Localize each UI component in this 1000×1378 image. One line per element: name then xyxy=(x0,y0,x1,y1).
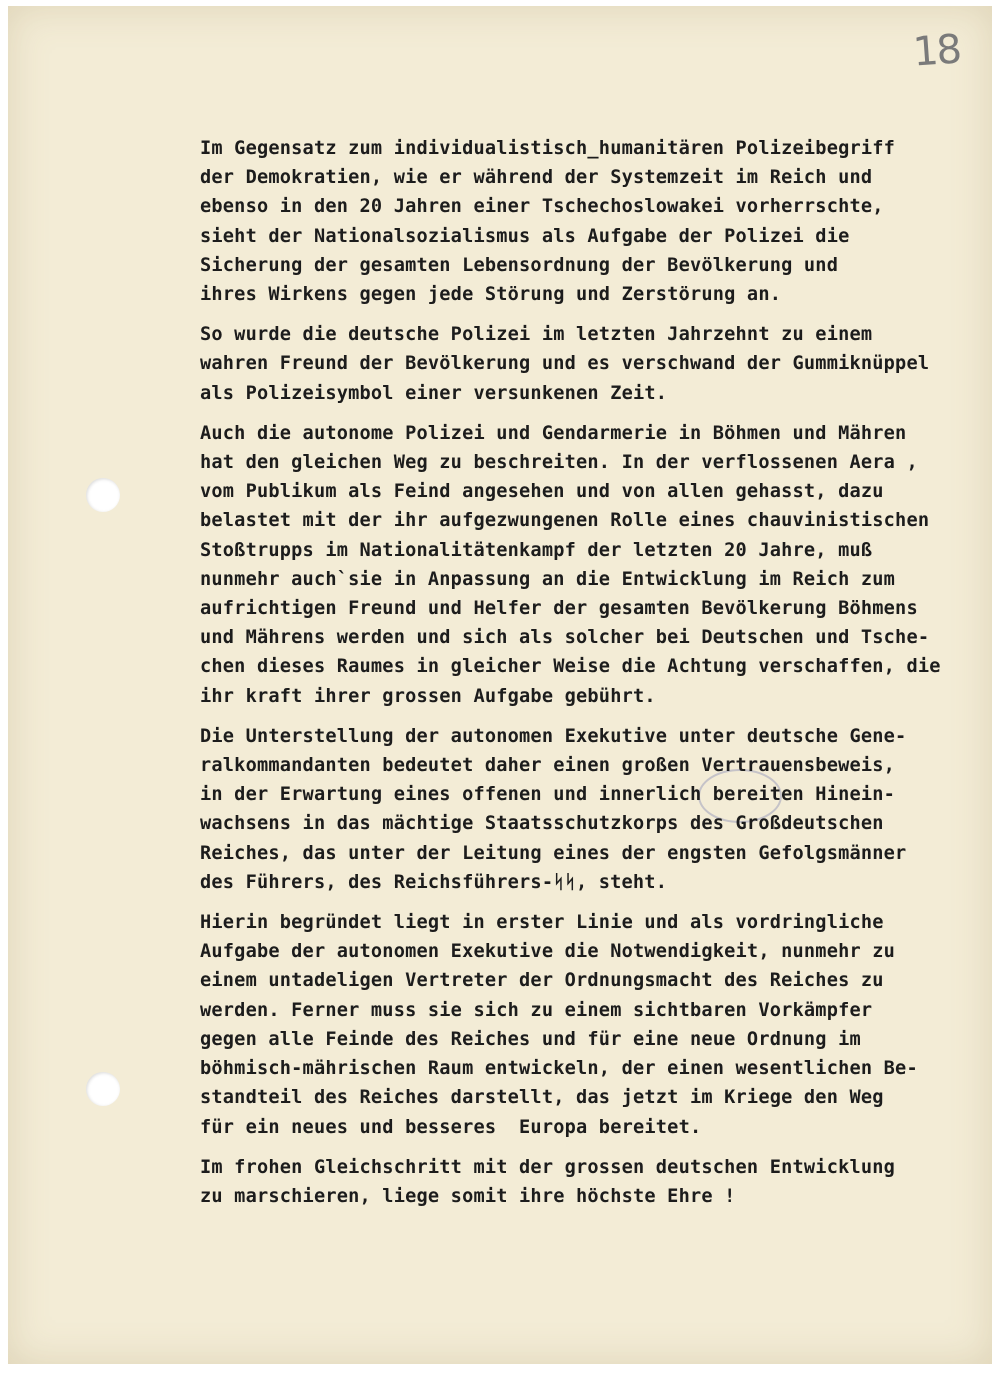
paragraph xyxy=(200,320,990,408)
text-line: Sicherung der gesamten Lebensordnung der Bevölkerung und xyxy=(200,254,839,276)
text-line: nunmehr auch`sie in Anpassung an die Entwicklung im Reich zum xyxy=(200,568,896,590)
paragraph xyxy=(200,134,990,309)
text-line: für ein neues und besseres Europa bereitet. xyxy=(200,1116,702,1138)
paragraph xyxy=(200,722,990,897)
typed-text-body xyxy=(200,134,990,1222)
text-line: der Demokratien, wie er während der Systemzeit im Reich und xyxy=(200,167,873,189)
text-line: wahren Freund der Bevölkerung und es verschwand der Gummiknüppel xyxy=(200,353,930,375)
paragraph xyxy=(200,908,990,1142)
text-line: des Führers, des Reichsführers-ᛋᛋ, steht. xyxy=(200,871,668,893)
text-line: in der Erwartung eines offenen und innerlich bereiten Hinein- xyxy=(200,784,896,806)
text-line: gegen alle Feinde des Reiches und für eine neue Ordnung im xyxy=(200,1028,861,1050)
text-line: und Mährens werden und sich als solcher bei Deutschen und Tsche- xyxy=(200,627,930,649)
punch-hole xyxy=(86,478,120,512)
text-line: ihres Wirkens gegen jede Störung und Zerstörung an. xyxy=(200,284,782,306)
text-line: ralkommandanten bedeutet daher einen großen Vertrauensbeweis, xyxy=(200,755,896,777)
paragraph xyxy=(200,1153,990,1211)
text-line: Aufgabe der autonomen Exekutive die Notwendigkeit, nunmehr zu xyxy=(200,941,896,963)
text-line: aufrichtigen Freund und Helfer der gesamten Bevölkerung Böhmens xyxy=(200,598,918,620)
text-line: werden. Ferner muss sie sich zu einem sichtbaren Vorkämpfer xyxy=(200,999,873,1021)
text-line: ebenso in den 20 Jahren einer Tschechoslowakei vorherrschte, xyxy=(200,196,884,218)
text-line: sieht der Nationalsozialismus als Aufgabe der Polizei die xyxy=(200,225,850,247)
text-line: Im Gegensatz zum individualistisch_humanitären Polizeibegriff xyxy=(200,138,896,159)
punch-hole xyxy=(86,1072,120,1106)
text-line: Hierin begründet liegt in erster Linie und als vordringliche xyxy=(200,912,884,934)
text-line: Stoßtrupps im Nationalitätenkampf der letzten 20 Jahre, muß xyxy=(200,539,873,561)
text-line: So wurde die deutsche Polizei im letzten Jahrzehnt zu einem xyxy=(200,324,873,346)
text-line: zu marschieren, liege somit ihre höchste Ehre ! xyxy=(200,1185,736,1207)
text-line: hat den gleichen Weg zu beschreiten. In der verflossenen Aera , xyxy=(200,452,918,474)
text-line: standteil des Reiches darstellt, das jetzt im Kriege den Weg xyxy=(200,1087,884,1109)
text-line: chen dieses Raumes in gleicher Weise die Achtung verschaffen, die xyxy=(200,656,941,678)
folio-number: 18 xyxy=(911,26,962,76)
text-line: Die Unterstellung der autonomen Exekutive unter deutsche Gene- xyxy=(200,725,907,747)
text-line: als Polizeisymbol einer versunkenen Zeit. xyxy=(200,382,668,404)
text-line: belastet mit der ihr aufgezwungenen Rolle eines chauvinistischen xyxy=(200,510,930,532)
text-line: böhmisch-mährischen Raum entwickeln, der einen wesentlichen Be- xyxy=(200,1058,918,1080)
text-line: wachsens in das mächtige Staatsschutzkorps des Großdeutschen xyxy=(200,813,884,835)
text-line: Auch die autonome Polizei und Gendarmerie in Böhmen und Mähren xyxy=(200,422,907,444)
paragraph xyxy=(200,419,990,711)
text-line: vom Publikum als Feind angesehen und von allen gehasst, dazu xyxy=(200,481,884,503)
text-line: Reiches, das unter der Leitung eines der engsten Gefolgsmänner xyxy=(200,842,907,864)
text-line: Im frohen Gleichschritt mit der grossen deutschen Entwicklung xyxy=(200,1156,896,1178)
document-page xyxy=(8,6,992,1364)
text-line: einem untadeligen Vertreter der Ordnungsmacht des Reiches zu xyxy=(200,970,884,992)
text-line: ihr kraft ihrer grossen Aufgabe gebührt. xyxy=(200,685,656,707)
